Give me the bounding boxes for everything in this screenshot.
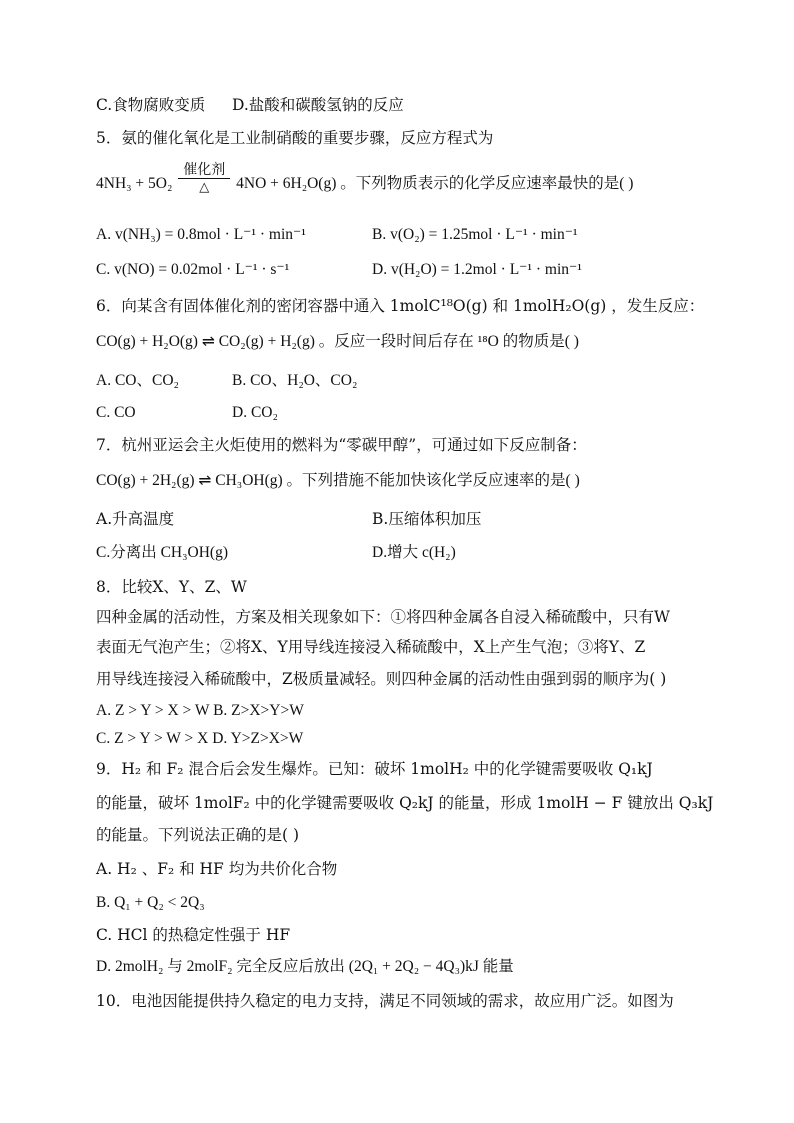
q8-stem-4: 用导线连接浸入稀硫酸中，Z极质量减轻。则四种金属的活动性由强到弱的顺序为( ) <box>96 670 667 688</box>
q6-option-b: B. CO、H₂O、CO₂ <box>232 372 358 389</box>
q5-option-a: A. v(NH₃) = 0.8mol · L⁻¹ · min⁻¹ <box>96 226 306 243</box>
q5-option-b: B. v(O₂) = 1.25mol · L⁻¹ · min⁻¹ <box>372 226 578 243</box>
q9-option-c: C. HCl 的热稳定性强于 HF <box>96 926 291 944</box>
q6-stem: 6．向某含有固体催化剂的密闭容器中通入 1molC¹⁸O(g) 和 1molH₂O(g) ，发生反应： <box>96 297 705 315</box>
q4-option-c: C.食物腐败变质 <box>96 96 206 114</box>
q5-cond-heat: △ <box>199 179 210 194</box>
q6-option-d: D. CO₂ <box>232 404 278 421</box>
q6-option-a: A. CO、CO₂ <box>96 372 179 389</box>
q9-stem-3: 的能量。下列说法正确的是( ) <box>96 826 300 844</box>
q7-option-a: A.升高温度 <box>96 510 175 528</box>
q8-options-ab: A. Z > Y > X > W B. Z>X>Y>W <box>96 702 304 719</box>
q6-option-c: C. CO <box>96 404 136 421</box>
q5-stem: 5．氨的催化氧化是工业制硝酸的重要步骤，反应方程式为 <box>96 129 494 147</box>
q8-options-cd: C. Z > Y > W > X D. Y>Z>X>W <box>96 730 304 747</box>
q7-stem: 7．杭州亚运会主火炬使用的燃料为“零碳甲醇”，可通过如下反应制备： <box>96 436 587 454</box>
q10-stem: 10．电池因能提供持久稳定的电力支持，满足不同领域的需求，故应用广泛。如图为 <box>96 992 674 1010</box>
q5-cond-catalyst: 催化剂 <box>183 162 226 178</box>
q8-stem-2: 四种金属的活动性，方案及相关现象如下：①将四种金属各自浸入稀硫酸中，只有W <box>96 608 670 626</box>
q9-stem-1: 9．H₂ 和 F₂ 混合后会发生爆炸。已知：破坏 1molH₂ 中的化学键需要吸收 Q₁kJ <box>96 760 653 778</box>
q7-option-c: C.分离出 CH₃OH(g) <box>96 544 228 561</box>
q7-option-b: B.压缩体积加压 <box>372 510 482 528</box>
q6-equation: CO(g) + H₂O(g) ⇌ CO₂(g) + H₂(g) 。反应一段时间后存在 ¹⁸O 的物质是( ) <box>96 333 579 350</box>
q5-eq-left: 4NH₃ + 5O₂ <box>96 175 173 193</box>
q7-equation: CO(g) + 2H₂(g) ⇌ CH₃OH(g) 。下列措施不能加快该化学反应速率的是( ) <box>96 472 580 489</box>
q4-option-d: D.盐酸和碳酸氢钠的反应 <box>232 96 404 114</box>
q9-option-b: B. Q₁ + Q₂ < 2Q₃ <box>96 894 205 911</box>
q7-option-d: D.增大 c(H₂) <box>372 544 456 561</box>
q5-eq-right: 4NO + 6H₂O(g) 。下列物质表示的化学反应速率最快的是( ) <box>236 175 634 193</box>
q5-equation <box>96 162 634 201</box>
q5-condition <box>178 162 230 195</box>
q9-option-a: A. H₂ 、F₂ 和 HF 均为共价化合物 <box>96 860 338 878</box>
q8-stem-1: 8．比较X、Y、Z、W <box>96 578 247 596</box>
q5-option-c: C. v(NO) = 0.02mol · L⁻¹ · s⁻¹ <box>96 261 290 278</box>
q9-stem-2: 的能量，破坏 1molF₂ 中的化学键需要吸收 Q₂kJ 的能量，形成 1molH − F 键放出 Q₃kJ <box>96 794 714 812</box>
q8-stem-3: 表面无气泡产生；②将X、Y用导线连接浸入稀硫酸中，X上产生气泡；③将Y、Z <box>96 638 646 656</box>
q9-option-d: D. 2molH₂ 与 2molF₂ 完全反应后放出 (2Q₁ + 2Q₂ − 4Q₃)kJ 能量 <box>96 958 514 975</box>
q5-option-d: D. v(H₂O) = 1.2mol · L⁻¹ · min⁻¹ <box>372 261 582 278</box>
